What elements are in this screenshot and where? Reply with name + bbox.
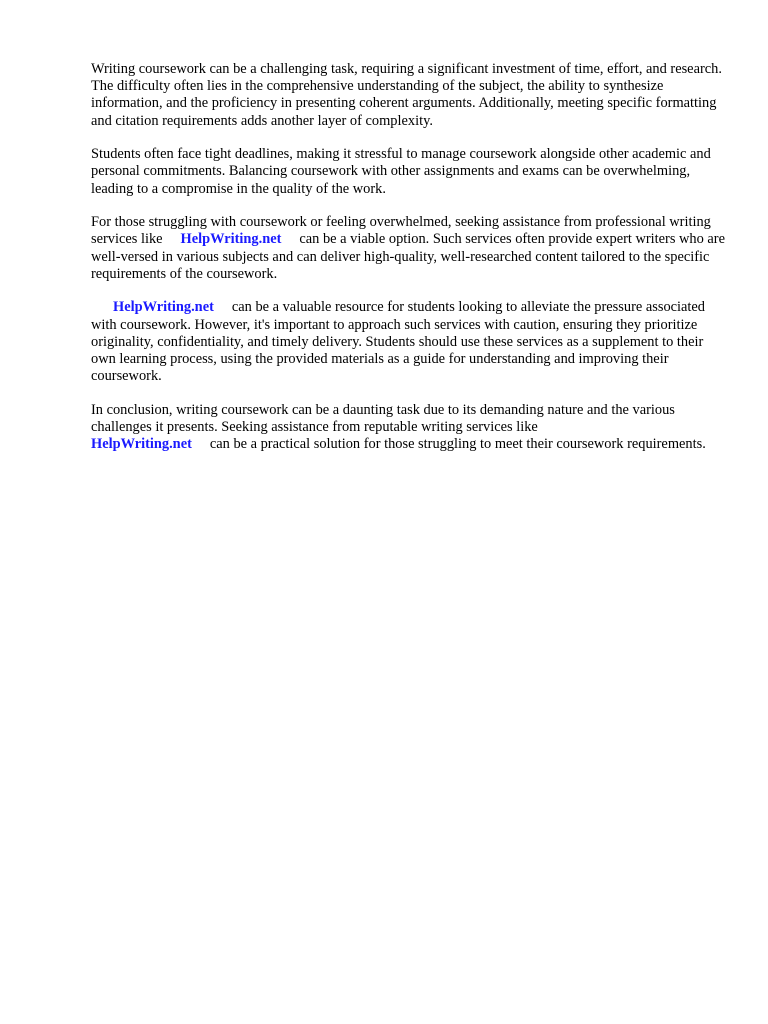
paragraph-conclusion	[91, 402, 727, 454]
paragraph-assistance-text-after: can be a viable option. Such services often provide expert writers who are well-versed in various subjects and can deliver high-quality, well-researched content tailored to the specific requirements of the coursework.	[91, 231, 725, 282]
helpwriting-link-3[interactable]: HelpWriting.net	[91, 436, 192, 453]
paragraph-resource	[91, 299, 727, 385]
helpwriting-link-1[interactable]: HelpWriting.net	[180, 231, 282, 248]
document-body	[91, 61, 727, 470]
helpwriting-link-2[interactable]: HelpWriting.net	[113, 299, 214, 316]
paragraph-conclusion-text-after: can be a practical solution for those struggling to meet their coursework requirements.	[209, 436, 706, 453]
paragraph-conclusion-text-before: In conclusion, writing coursework can be a daunting task due to its demanding nature and the various challenges it presents. Seeking assistance from reputable writing services like	[91, 401, 675, 436]
paragraph-deadlines	[91, 146, 727, 198]
paragraph-assistance	[91, 214, 727, 283]
paragraph-intro-text: Writing coursework can be a challenging task, requiring a significant investment of time, effort, and research. The difficulty often lies in the comprehensive understanding of the subject, the ability to synthesize information, and the proficiency in presenting coherent arguments. Additionally, meeting specific formatting and citation requirements adds another layer of complexity.	[91, 61, 722, 129]
paragraph-assistance-text-before: For those struggling with coursework or feeling overwhelmed, seeking assistance from professional writing services like	[91, 214, 711, 248]
paragraph-deadlines-text: Students often face tight deadlines, making it stressful to manage coursework alongside other academic and personal commitments. Balancing coursework with other assignments and exams can be overwhelming, leading to a compromise in the quality of the work.	[91, 146, 711, 197]
paragraph-resource-text: can be a valuable resource for students looking to alleviate the pressure associated with coursework. However, it's important to approach such services with caution, ensuring they prioritize originality, confidentiality, and timely delivery. Students should use these services as a supplement to their own learning process, using the provided materials as a guide for understanding and improving their coursework.	[91, 299, 705, 385]
paragraph-intro	[91, 61, 727, 130]
